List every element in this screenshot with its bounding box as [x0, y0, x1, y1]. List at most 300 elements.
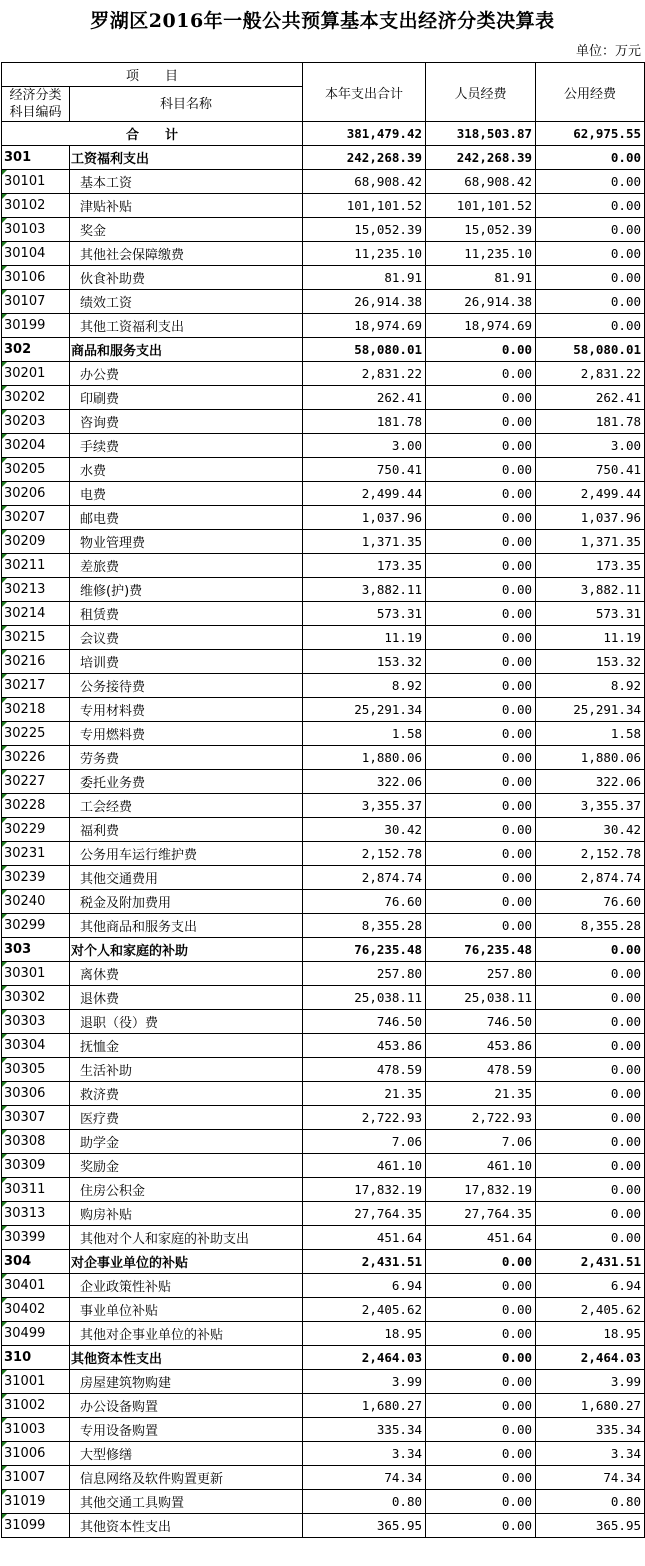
- table-row: [2, 1370, 645, 1394]
- category-row: [2, 1346, 645, 1370]
- name-cell: 手续费: [70, 434, 303, 458]
- name-cell: 咨询费: [70, 410, 303, 434]
- code-header: [2, 87, 70, 122]
- public-cell: 3,882.11: [536, 578, 645, 602]
- name-cell: 其他对企事业单位的补贴: [70, 1322, 303, 1346]
- personnel-cell: 81.91: [426, 266, 536, 290]
- public-cell: 0.00: [536, 314, 645, 338]
- total-cell: 262.41: [303, 386, 426, 410]
- code-header-line2: 科目编码: [9, 105, 62, 120]
- name-cell: 医疗费: [70, 1106, 303, 1130]
- public-cell: 0.00: [536, 938, 645, 962]
- name-cell: 委托业务费: [70, 770, 303, 794]
- total-cell: 1.58: [303, 722, 426, 746]
- table-row: [2, 674, 645, 698]
- table-row: [2, 554, 645, 578]
- table-row: [2, 1130, 645, 1154]
- personnel-cell: 0.00: [426, 1394, 536, 1418]
- public-cell: 0.00: [536, 1130, 645, 1154]
- total-cell: 27,764.35: [303, 1202, 426, 1226]
- name-cell: 其他交通工具购置: [70, 1490, 303, 1514]
- total-cell: 3.34: [303, 1442, 426, 1466]
- public-cell: 262.41: [536, 386, 645, 410]
- public-cell: 0.00: [536, 1202, 645, 1226]
- public-cell: 2,405.62: [536, 1298, 645, 1322]
- total-cell: 11,235.10: [303, 242, 426, 266]
- table-row: [2, 770, 645, 794]
- name-cell: 生活补助: [70, 1058, 303, 1082]
- public-cell: 30.42: [536, 818, 645, 842]
- code-cell: 30199: [2, 314, 70, 338]
- public-cell: 11.19: [536, 626, 645, 650]
- total-cell: 0.80: [303, 1490, 426, 1514]
- table-row: [2, 506, 645, 530]
- header-row-top: [2, 63, 645, 87]
- public-cell: 0.00: [536, 1058, 645, 1082]
- public-cell: 6.94: [536, 1274, 645, 1298]
- total-cell: 2,431.51: [303, 1250, 426, 1274]
- table-row: [2, 194, 645, 218]
- code-cell: 31003: [2, 1418, 70, 1442]
- public-cell: 2,464.03: [536, 1346, 645, 1370]
- personnel-cell: 0.00: [426, 1274, 536, 1298]
- table-row: [2, 1490, 645, 1514]
- personnel-cell: 0.00: [426, 1298, 536, 1322]
- code-cell: 30101: [2, 170, 70, 194]
- personnel-cell: 0.00: [426, 914, 536, 938]
- personnel-cell: 451.64: [426, 1226, 536, 1250]
- name-cell: 对企事业单位的补贴: [70, 1250, 303, 1274]
- personnel-cell: 0.00: [426, 1322, 536, 1346]
- table-row: [2, 1010, 645, 1034]
- personnel-cell: 0.00: [426, 746, 536, 770]
- table-row: [2, 650, 645, 674]
- public-cell: 365.95: [536, 1514, 645, 1538]
- name-cell: 信息网络及软件购置更新: [70, 1466, 303, 1490]
- code-cell: 30226: [2, 746, 70, 770]
- total-cell: 58,080.01: [303, 338, 426, 362]
- public-cell: 2,874.74: [536, 866, 645, 890]
- name-cell: 住房公积金: [70, 1178, 303, 1202]
- public-cell: 0.00: [536, 1106, 645, 1130]
- public-cell: 0.00: [536, 242, 645, 266]
- table-row: [2, 1418, 645, 1442]
- total-cell: 257.80: [303, 962, 426, 986]
- name-cell: 会议费: [70, 626, 303, 650]
- name-cell: 物业管理费: [70, 530, 303, 554]
- total-cell: 365.95: [303, 1514, 426, 1538]
- public-cell: 3.99: [536, 1370, 645, 1394]
- code-cell: 31099: [2, 1514, 70, 1538]
- category-row: [2, 146, 645, 170]
- table-row: [2, 578, 645, 602]
- total-cell: 242,268.39: [303, 146, 426, 170]
- total-label: 合 计: [2, 122, 303, 146]
- public-cell: 322.06: [536, 770, 645, 794]
- personnel-cell: 0.00: [426, 794, 536, 818]
- personnel-cell: 0.00: [426, 1466, 536, 1490]
- public-cell: 0.00: [536, 170, 645, 194]
- personnel-cell: 0.00: [426, 530, 536, 554]
- personnel-cell: 453.86: [426, 1034, 536, 1058]
- personnel-cell: 0.00: [426, 410, 536, 434]
- code-cell: 30307: [2, 1106, 70, 1130]
- total-cell: 3,882.11: [303, 578, 426, 602]
- code-cell: 30202: [2, 386, 70, 410]
- code-cell: 31019: [2, 1490, 70, 1514]
- total-cell: 81.91: [303, 266, 426, 290]
- public-cell: 18.95: [536, 1322, 645, 1346]
- total-cell: 322.06: [303, 770, 426, 794]
- code-cell: 30205: [2, 458, 70, 482]
- total-cell: 7.06: [303, 1130, 426, 1154]
- personnel-cell: 0.00: [426, 818, 536, 842]
- table-row: [2, 746, 645, 770]
- code-cell: 30308: [2, 1130, 70, 1154]
- code-cell: 30209: [2, 530, 70, 554]
- table-row: [2, 1298, 645, 1322]
- personnel-cell: 0.00: [426, 650, 536, 674]
- public-cell: 76.60: [536, 890, 645, 914]
- table-row: [2, 1082, 645, 1106]
- name-cell: 伙食补助费: [70, 266, 303, 290]
- code-cell: 30211: [2, 554, 70, 578]
- code-cell: 30228: [2, 794, 70, 818]
- code-cell: 30216: [2, 650, 70, 674]
- table-row: [2, 794, 645, 818]
- code-cell: 30214: [2, 602, 70, 626]
- table-row: [2, 1274, 645, 1298]
- public-cell: 573.31: [536, 602, 645, 626]
- public-cell: 8.92: [536, 674, 645, 698]
- expenditure-table: [1, 62, 645, 1538]
- total-cell: 2,152.78: [303, 842, 426, 866]
- total-cell: 76,235.48: [303, 938, 426, 962]
- code-cell: 30402: [2, 1298, 70, 1322]
- table-row: [2, 962, 645, 986]
- public-cell: 2,152.78: [536, 842, 645, 866]
- public-cell: 3.34: [536, 1442, 645, 1466]
- code-cell: 30401: [2, 1274, 70, 1298]
- name-cell: 维修(护)费: [70, 578, 303, 602]
- code-cell: 30102: [2, 194, 70, 218]
- name-cell: 对个人和家庭的补助: [70, 938, 303, 962]
- name-cell: 培训费: [70, 650, 303, 674]
- personnel-cell: 27,764.35: [426, 1202, 536, 1226]
- total-cell: 2,831.22: [303, 362, 426, 386]
- total-cell-public: 62,975.55: [536, 122, 645, 146]
- total-cell: 15,052.39: [303, 218, 426, 242]
- name-cell: 大型修缮: [70, 1442, 303, 1466]
- name-cell: 劳务费: [70, 746, 303, 770]
- code-cell: 30240: [2, 890, 70, 914]
- name-cell: 其他资本性支出: [70, 1346, 303, 1370]
- table-row: [2, 1106, 645, 1130]
- public-cell: 1,880.06: [536, 746, 645, 770]
- table-row: [2, 386, 645, 410]
- public-cell: 25,291.34: [536, 698, 645, 722]
- code-cell: 310: [2, 1346, 70, 1370]
- table-row: [2, 1442, 645, 1466]
- personnel-cell: 461.10: [426, 1154, 536, 1178]
- table-row: [2, 242, 645, 266]
- code-cell: 30207: [2, 506, 70, 530]
- total-cell: 18,974.69: [303, 314, 426, 338]
- total-cell: 17,832.19: [303, 1178, 426, 1202]
- personnel-cell: 0.00: [426, 578, 536, 602]
- total-cell: 8.92: [303, 674, 426, 698]
- table-row: [2, 1202, 645, 1226]
- personnel-cell: 0.00: [426, 338, 536, 362]
- total-cell: 335.34: [303, 1418, 426, 1442]
- personnel-cell: 25,038.11: [426, 986, 536, 1010]
- total-cell: 74.34: [303, 1466, 426, 1490]
- name-cell: 其他工资福利支出: [70, 314, 303, 338]
- code-cell: 31007: [2, 1466, 70, 1490]
- total-cell: 1,880.06: [303, 746, 426, 770]
- table-row: [2, 866, 645, 890]
- table-row: [2, 602, 645, 626]
- table-row: [2, 1178, 645, 1202]
- table-row: [2, 1058, 645, 1082]
- name-cell: 抚恤金: [70, 1034, 303, 1058]
- code-cell: 30227: [2, 770, 70, 794]
- name-cell: 专用设备购置: [70, 1418, 303, 1442]
- table-row: [2, 266, 645, 290]
- unit-label: 单位：万元: [575, 44, 641, 59]
- personnel-cell: 0.00: [426, 698, 536, 722]
- personnel-cell: 0.00: [426, 890, 536, 914]
- total-cell: 76.60: [303, 890, 426, 914]
- name-cell: 奖励金: [70, 1154, 303, 1178]
- public-cell: 0.00: [536, 1010, 645, 1034]
- public-cell: 173.35: [536, 554, 645, 578]
- table-row: [2, 1466, 645, 1490]
- personnel-cell: 11,235.10: [426, 242, 536, 266]
- code-cell: 30225: [2, 722, 70, 746]
- personnel-cell: 0.00: [426, 626, 536, 650]
- total-cell: 3.00: [303, 434, 426, 458]
- total-cell: 461.10: [303, 1154, 426, 1178]
- name-cell: 专用燃料费: [70, 722, 303, 746]
- total-cell: 451.64: [303, 1226, 426, 1250]
- code-cell: 30229: [2, 818, 70, 842]
- total-cell: 3.99: [303, 1370, 426, 1394]
- public-cell: 0.00: [536, 194, 645, 218]
- code-header-line1: 经济分类: [9, 88, 62, 103]
- table-row: [2, 1394, 645, 1418]
- total-cell: 478.59: [303, 1058, 426, 1082]
- public-cell: 1,037.96: [536, 506, 645, 530]
- name-cell: 公务用车运行维护费: [70, 842, 303, 866]
- total-cell: 746.50: [303, 1010, 426, 1034]
- personnel-cell: 68,908.42: [426, 170, 536, 194]
- table-row: [2, 1226, 645, 1250]
- personnel-cell: 0.00: [426, 842, 536, 866]
- code-cell: 30203: [2, 410, 70, 434]
- personnel-cell: 0.00: [426, 1442, 536, 1466]
- table-row: [2, 842, 645, 866]
- public-cell: 1,371.35: [536, 530, 645, 554]
- code-cell: 30311: [2, 1178, 70, 1202]
- name-cell: 差旅费: [70, 554, 303, 578]
- table-row: [2, 818, 645, 842]
- personnel-cell: 2,722.93: [426, 1106, 536, 1130]
- total-cell: 30.42: [303, 818, 426, 842]
- code-cell: 31002: [2, 1394, 70, 1418]
- personnel-cell: 0.00: [426, 770, 536, 794]
- public-cell: 0.00: [536, 290, 645, 314]
- code-cell: 30309: [2, 1154, 70, 1178]
- personnel-cell: 0.00: [426, 386, 536, 410]
- name-cell: 公务接待费: [70, 674, 303, 698]
- total-cell: 25,038.11: [303, 986, 426, 1010]
- total-cell: 750.41: [303, 458, 426, 482]
- total-cell: 2,874.74: [303, 866, 426, 890]
- name-cell: 津贴补贴: [70, 194, 303, 218]
- table-row: [2, 890, 645, 914]
- table-row: [2, 530, 645, 554]
- table-row: [2, 1322, 645, 1346]
- name-header: 科目名称: [70, 87, 303, 122]
- personnel-cell: 257.80: [426, 962, 536, 986]
- code-cell: 304: [2, 1250, 70, 1274]
- public-cell: 153.32: [536, 650, 645, 674]
- public-cell: 58,080.01: [536, 338, 645, 362]
- name-cell: 奖金: [70, 218, 303, 242]
- public-cell: 2,499.44: [536, 482, 645, 506]
- name-cell: 福利费: [70, 818, 303, 842]
- public-cell: 3.00: [536, 434, 645, 458]
- public-cell: 1,680.27: [536, 1394, 645, 1418]
- code-cell: 303: [2, 938, 70, 962]
- name-cell: 商品和服务支出: [70, 338, 303, 362]
- name-cell: 其他交通费用: [70, 866, 303, 890]
- public-cell: 0.00: [536, 266, 645, 290]
- name-cell: 其他对个人和家庭的补助支出: [70, 1226, 303, 1250]
- total-cell: 2,405.62: [303, 1298, 426, 1322]
- total-row: [2, 122, 645, 146]
- personnel-cell: 7.06: [426, 1130, 536, 1154]
- total-cell-personnel: 318,503.87: [426, 122, 536, 146]
- personnel-cell: 0.00: [426, 674, 536, 698]
- code-cell: 30305: [2, 1058, 70, 1082]
- personnel-cell: 18,974.69: [426, 314, 536, 338]
- code-cell: 30306: [2, 1082, 70, 1106]
- personnel-cell: 0.00: [426, 362, 536, 386]
- table-row: [2, 986, 645, 1010]
- name-cell: 邮电费: [70, 506, 303, 530]
- public-cell: 335.34: [536, 1418, 645, 1442]
- total-cell-total: 381,479.42: [303, 122, 426, 146]
- public-cell: 1.58: [536, 722, 645, 746]
- name-cell: 购房补贴: [70, 1202, 303, 1226]
- public-cell: 0.80: [536, 1490, 645, 1514]
- name-cell: 电费: [70, 482, 303, 506]
- total-cell: 11.19: [303, 626, 426, 650]
- name-cell: 租赁费: [70, 602, 303, 626]
- table-row: [2, 1154, 645, 1178]
- public-cell: 0.00: [536, 986, 645, 1010]
- personnel-cell: 0.00: [426, 1346, 536, 1370]
- public-cell: 8,355.28: [536, 914, 645, 938]
- personnel-cell: 478.59: [426, 1058, 536, 1082]
- code-cell: 30313: [2, 1202, 70, 1226]
- personnel-header: 人员经费: [426, 63, 536, 122]
- total-cell: 1,680.27: [303, 1394, 426, 1418]
- personnel-cell: 26,914.38: [426, 290, 536, 314]
- personnel-cell: 0.00: [426, 1514, 536, 1538]
- personnel-cell: 0.00: [426, 458, 536, 482]
- name-cell: 房屋建筑物购建: [70, 1370, 303, 1394]
- personnel-cell: 0.00: [426, 1418, 536, 1442]
- name-cell: 助学金: [70, 1130, 303, 1154]
- total-cell: 2,464.03: [303, 1346, 426, 1370]
- code-cell: 30239: [2, 866, 70, 890]
- name-cell: 救济费: [70, 1082, 303, 1106]
- code-cell: 30201: [2, 362, 70, 386]
- public-cell: 0.00: [536, 218, 645, 242]
- table-row: [2, 722, 645, 746]
- total-cell: 25,291.34: [303, 698, 426, 722]
- name-cell: 水费: [70, 458, 303, 482]
- name-cell: 其他资本性支出: [70, 1514, 303, 1538]
- category-row: [2, 1250, 645, 1274]
- public-cell: 0.00: [536, 1178, 645, 1202]
- code-cell: 30213: [2, 578, 70, 602]
- code-cell: 31001: [2, 1370, 70, 1394]
- name-cell: 企业政策性补贴: [70, 1274, 303, 1298]
- code-cell: 301: [2, 146, 70, 170]
- code-cell: 30215: [2, 626, 70, 650]
- total-header: 本年支出合计: [303, 63, 426, 122]
- public-cell: 74.34: [536, 1466, 645, 1490]
- table-row: [2, 218, 645, 242]
- name-cell: 印刷费: [70, 386, 303, 410]
- code-cell: 30206: [2, 482, 70, 506]
- code-cell: 30302: [2, 986, 70, 1010]
- name-cell: 基本工资: [70, 170, 303, 194]
- table-row: [2, 458, 645, 482]
- public-cell: 750.41: [536, 458, 645, 482]
- public-cell: 2,831.22: [536, 362, 645, 386]
- name-cell: 退休费: [70, 986, 303, 1010]
- personnel-cell: 0.00: [426, 554, 536, 578]
- total-cell: 8,355.28: [303, 914, 426, 938]
- name-cell: 离休费: [70, 962, 303, 986]
- public-header: 公用经费: [536, 63, 645, 122]
- total-cell: 153.32: [303, 650, 426, 674]
- public-cell: 0.00: [536, 146, 645, 170]
- code-cell: 30106: [2, 266, 70, 290]
- code-cell: 30103: [2, 218, 70, 242]
- personnel-cell: 0.00: [426, 602, 536, 626]
- table-row: [2, 482, 645, 506]
- name-cell: 工会经费: [70, 794, 303, 818]
- code-cell: 30218: [2, 698, 70, 722]
- name-cell: 办公费: [70, 362, 303, 386]
- personnel-cell: 0.00: [426, 1490, 536, 1514]
- name-cell: 其他社会保障缴费: [70, 242, 303, 266]
- personnel-cell: 0.00: [426, 482, 536, 506]
- public-cell: 0.00: [536, 1226, 645, 1250]
- category-row: [2, 938, 645, 962]
- personnel-cell: 0.00: [426, 722, 536, 746]
- public-cell: 181.78: [536, 410, 645, 434]
- total-cell: 18.95: [303, 1322, 426, 1346]
- total-cell: 1,371.35: [303, 530, 426, 554]
- total-cell: 3,355.37: [303, 794, 426, 818]
